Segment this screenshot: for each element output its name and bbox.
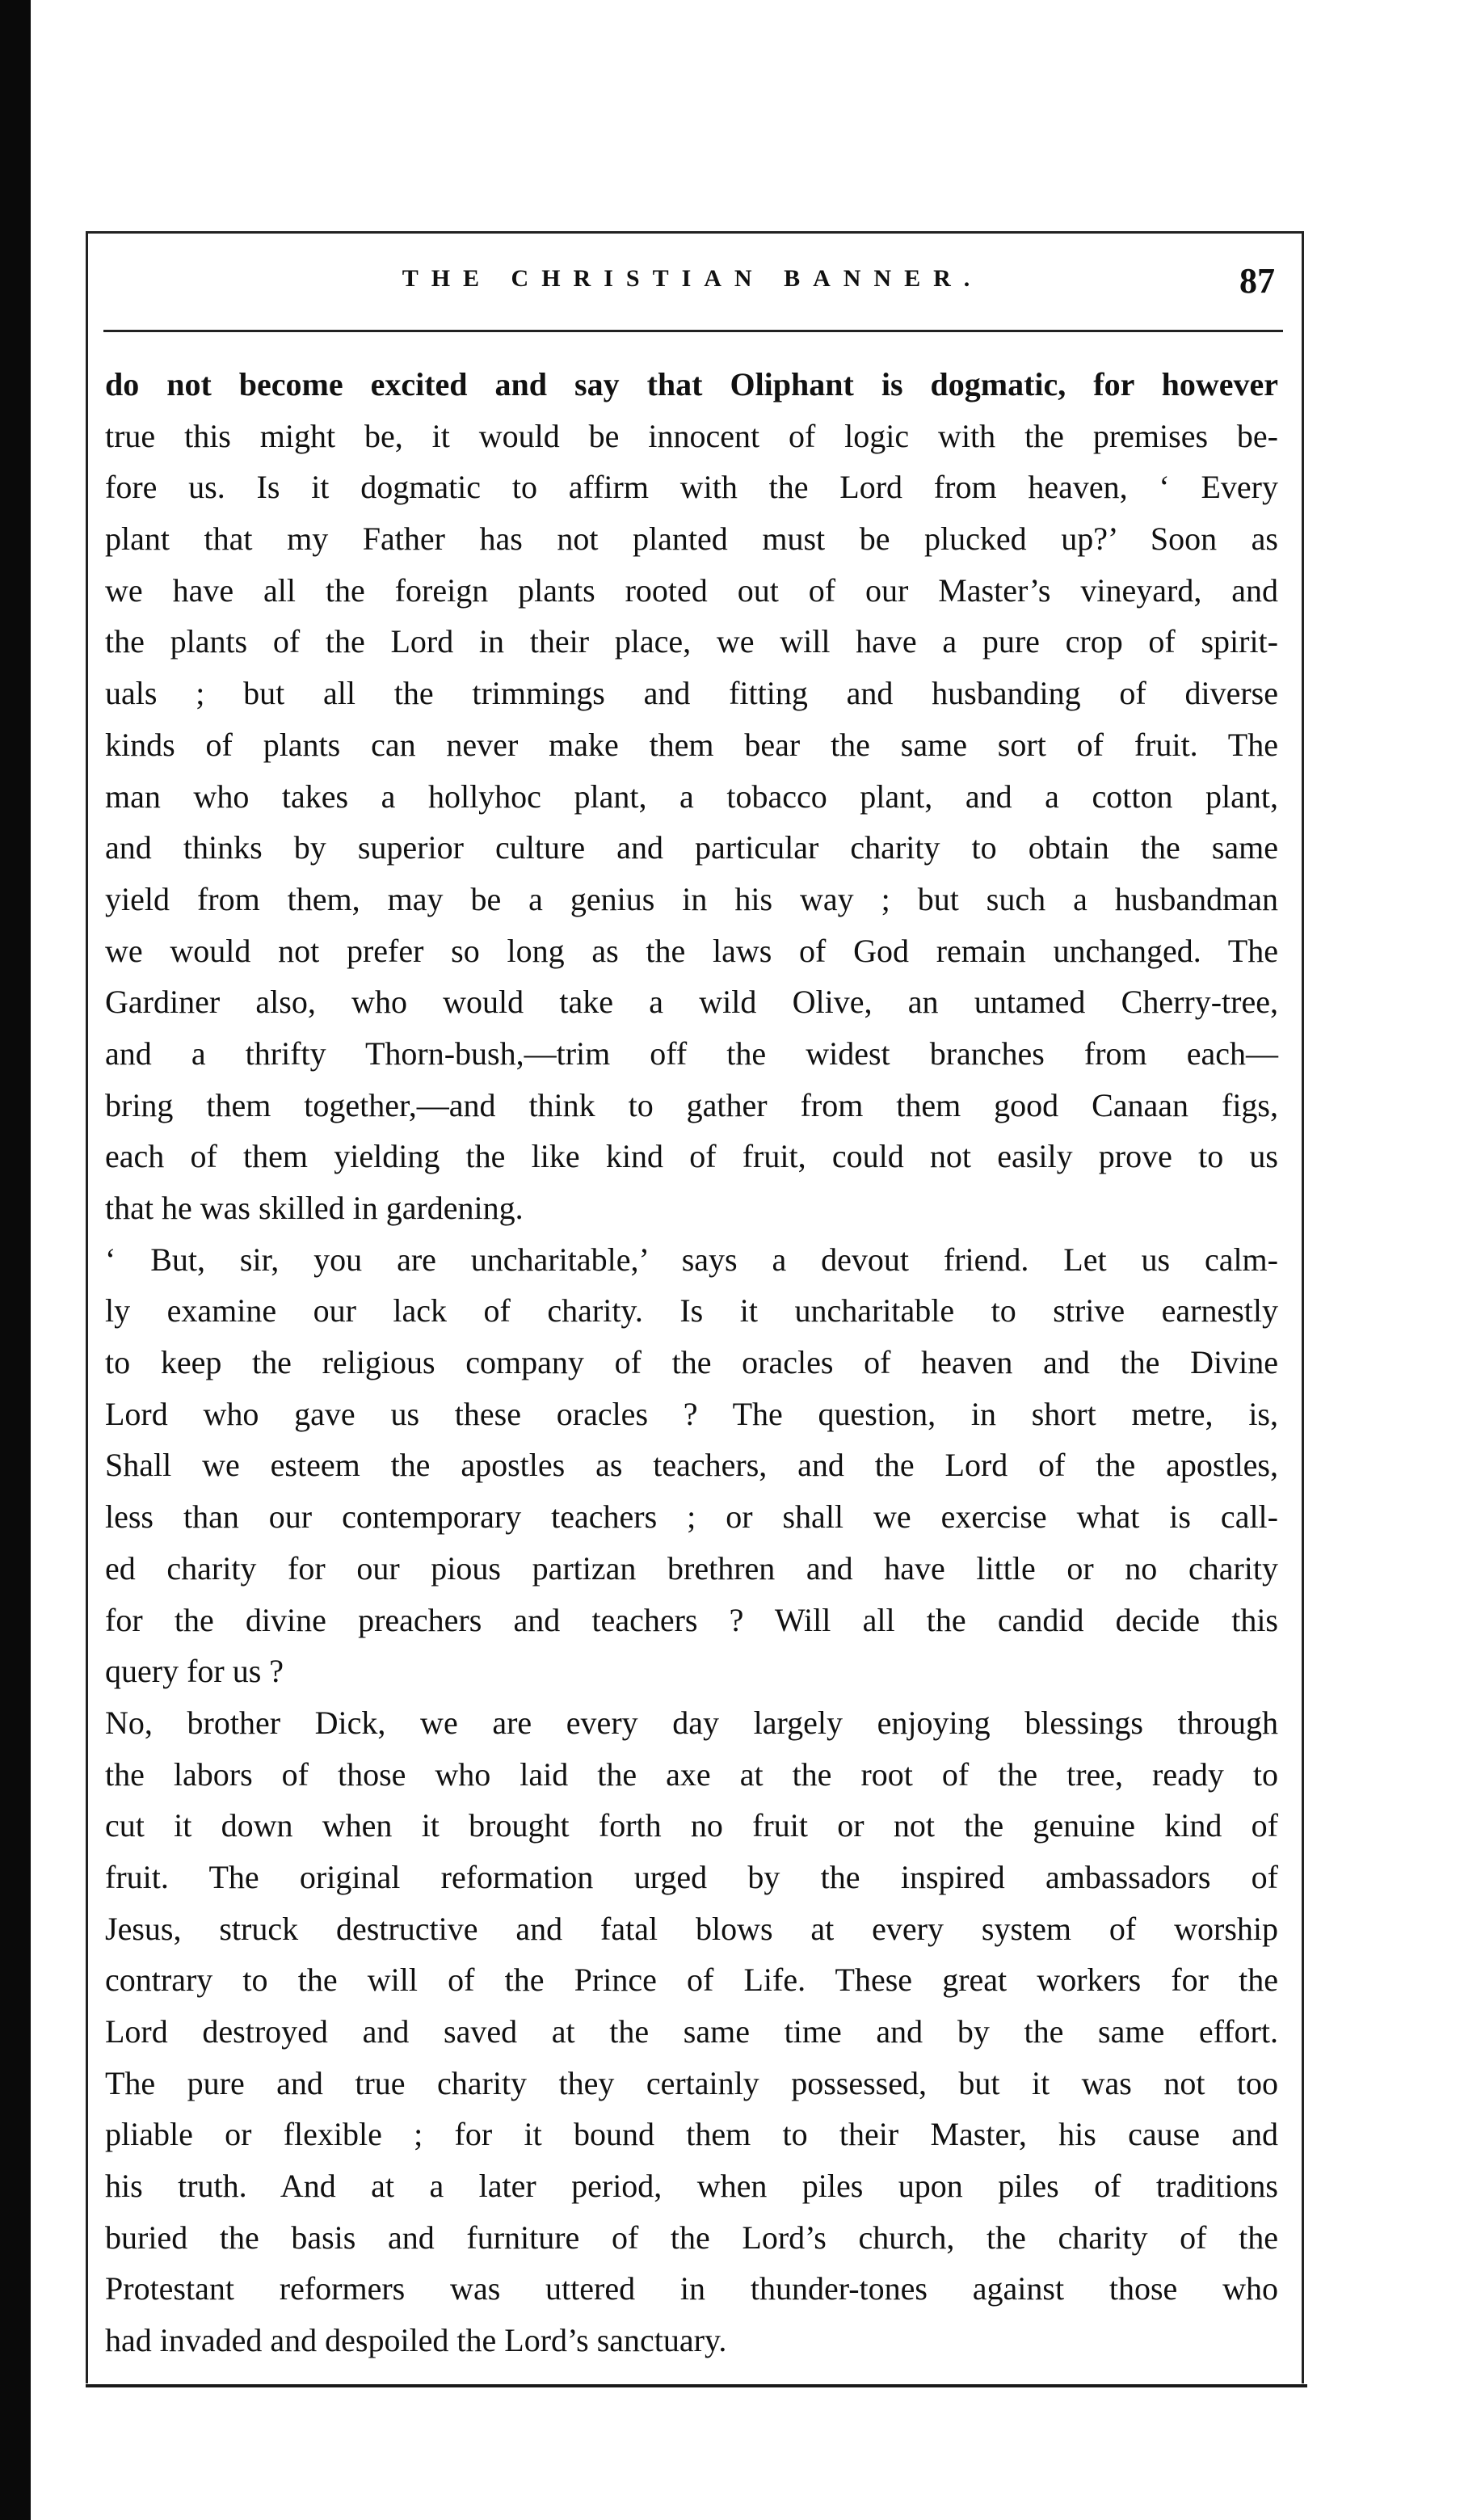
text-line: uals ; but all the trimmings and fitting and husbanding of diverse: [105, 675, 1278, 712]
text-line: we have all the foreign plants rooted out of our Master’s vineyard, and: [105, 571, 1278, 609]
text-line: contrary to the will of the Prince of Life. These great workers for the: [105, 1962, 1278, 1999]
header-rule: [103, 330, 1283, 332]
text-line: each of them yielding the like kind of fruit, could not easily prove to us: [105, 1138, 1278, 1175]
text-line: Lord destroyed and saved at the same time and by the same effort.: [105, 2013, 1278, 2050]
text-line: less than our contemporary teachers ; or shall we exercise what is call-: [105, 1498, 1278, 1536]
text-line: the plants of the Lord in their place, we will have a pure crop of spirit-: [105, 623, 1278, 660]
running-head: [86, 260, 1299, 309]
text-line: yield from them, may be a genius in his way ; but such a husbandman: [105, 880, 1278, 917]
text-line: and thinks by superior culture and particular charity to obtain the same: [105, 829, 1278, 866]
text-line: fore us. Is it dogmatic to affirm with the Lord from heaven, ‘ Every: [105, 469, 1278, 506]
text-line: query for us ?: [105, 1653, 284, 1690]
text-line: ‘ But, sir, you are uncharitable,’ says a devout friend. Let us calm-: [105, 1241, 1278, 1278]
text-line: ed charity for our pious partizan brethren and have little or no charity: [105, 1549, 1278, 1587]
text-line: Lord who gave us these oracles ? The question, in short metre, is,: [105, 1395, 1278, 1432]
text-line: kinds of plants can never make them bear the same sort of fruit. The: [105, 726, 1278, 763]
text-line: we would not prefer so long as the laws of God remain unchanged. The: [105, 932, 1278, 969]
text-line: to keep the religious company of the oracles of heaven and the Divine: [105, 1344, 1278, 1381]
text-line: cut it down when it brought forth no fruit or not the genuine kind of: [105, 1807, 1278, 1844]
page-bottom-rule: [86, 2384, 1307, 2387]
scan-edge: [0, 0, 31, 2520]
text-line: ly examine our lack of charity. Is it uncharitable to strive earnestly: [105, 1292, 1278, 1330]
text-line: Shall we esteem the apostles as teachers, and the Lord of the apostles,: [105, 1447, 1278, 1484]
text-line: The pure and true charity they certainly possessed, but it was not too: [105, 2064, 1278, 2101]
text-line: No, brother Dick, we are every day largely enjoying blessings through: [105, 1704, 1278, 1741]
text-line: that he was skilled in gardening.: [105, 1190, 524, 1226]
text-line: bring them together,—and think to gather from them good Canaan figs,: [105, 1086, 1278, 1123]
text-line: buried the basis and furniture of the Lord’s church, the charity of the: [105, 2219, 1278, 2256]
text-line: true this might be, it would be innocent of logic with the premises be-: [105, 417, 1278, 454]
text-line: fruit. The original reformation urged by the inspired ambassadors of: [105, 1858, 1278, 1895]
text-line: do not become excited and say that Oliphant is dogmatic, for however: [105, 366, 1278, 402]
body-text: [105, 359, 1278, 2366]
text-line: for the divine preachers and teachers ? Will all the candid decide this: [105, 1601, 1278, 1638]
running-title: THE CHRISTIAN BANNER.: [402, 265, 983, 292]
text-line: and a thrifty Thorn-bush,—trim off the widest branches from each—: [105, 1035, 1278, 1072]
text-line: the labors of those who laid the axe at the root of the tree, ready to: [105, 1755, 1278, 1793]
text-line: had invaded and despoiled the Lord’s sanctuary.: [105, 2322, 727, 2359]
text-line: man who takes a hollyhoc plant, a tobacco plant, and a cotton plant,: [105, 777, 1278, 815]
text-line: his truth. And at a later period, when piles upon piles of traditions: [105, 2168, 1278, 2205]
text-line: Jesus, struck destructive and fatal blows at every system of worship: [105, 1910, 1278, 1947]
page-number: 87: [1239, 261, 1275, 301]
text-line: pliable or flexible ; for it bound them to their Master, his cause and: [105, 2116, 1278, 2153]
text-line: Gardiner also, who would take a wild Olive, an untamed Cherry-tree,: [105, 984, 1278, 1021]
text-line: plant that my Father has not planted must be plucked up?’ Soon as: [105, 520, 1278, 558]
text-line: Protestant reformers was uttered in thunder-tones against those who: [105, 2270, 1278, 2307]
